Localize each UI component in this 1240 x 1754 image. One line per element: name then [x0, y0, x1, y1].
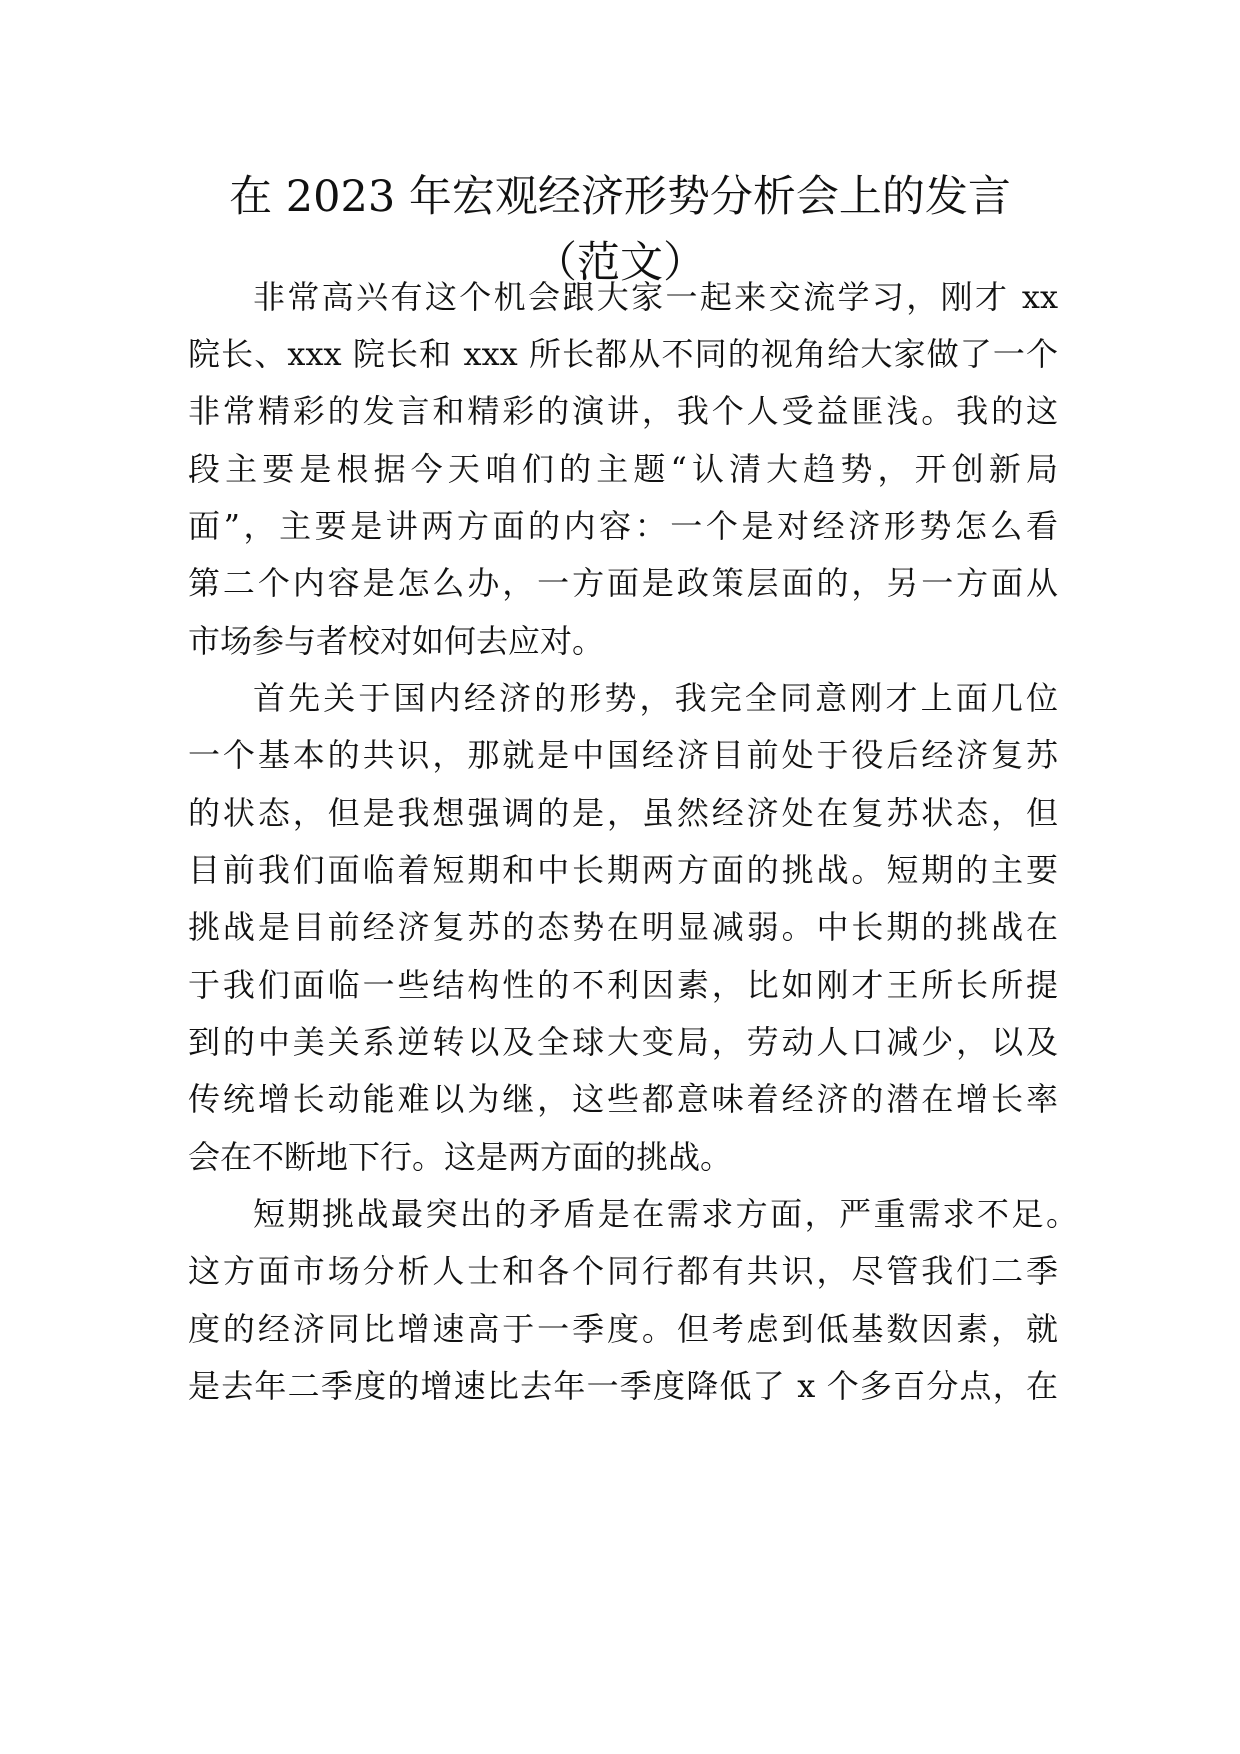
paragraph-2-line-6: 于我们面临一些结构性的不利因素，比如刚才王所长所提	[188, 966, 1058, 1004]
paragraph-2-line-1: 首先关于国内经济的形势，我完全同意刚才上面几位	[253, 679, 1058, 717]
paragraph-3-line-1: 短期挑战最突出的矛盾是在需求方面，严重需求不足。	[253, 1195, 1078, 1233]
paragraph-3-line-3: 度的经济同比增速高于一季度。但考虑到低基数因素，就	[188, 1310, 1058, 1348]
paragraph-2-line-2: 一个基本的共识，那就是中国经济目前处于役后经济复苏	[188, 736, 1058, 774]
paragraph-2-line-3: 的状态，但是我想强调的是，虽然经济处在复苏状态，但	[188, 794, 1058, 832]
paragraph-3-line-4: 是去年二季度的增速比去年一季度降低了 x 个多百分点，在	[188, 1367, 1058, 1405]
paragraph-3-line-2: 这方面市场分析人士和各个同行都有共识，尽管我们二季	[188, 1252, 1058, 1290]
document-title-subtitle: （范文）	[534, 238, 706, 288]
paragraph-1-line-5: 面”，主要是讲两方面的内容：一个是对经济形势怎么看	[188, 507, 1058, 545]
paragraph-2-line-5: 挑战是目前经济复苏的态势在明显减弱。中长期的挑战在	[188, 908, 1058, 946]
paragraph-2-line-9: 会在不断地下行。这是两方面的挑战。	[188, 1138, 733, 1176]
document-title: 在 2023 年宏观经济形势分析会上的发言	[229, 172, 1011, 222]
paragraph-1-line-6: 第二个内容是怎么办，一方面是政策层面的，另一方面从	[188, 564, 1058, 602]
paragraph-1-line-2: 院长、xxx 院长和 xxx 所长都从不同的视角给大家做了一个	[188, 335, 1058, 373]
paragraph-1-line-1: 非常高兴有这个机会跟大家一起来交流学习，刚才 xx	[253, 278, 1058, 316]
paragraph-2-line-8: 传统增长动能难以为继，这些都意味着经济的潜在增长率	[188, 1080, 1058, 1118]
paragraph-1-line-3: 非常精彩的发言和精彩的演讲，我个人受益匪浅。我的这	[188, 392, 1058, 430]
paragraph-2-line-7: 到的中美关系逆转以及全球大变局，劳动人口减少，以及	[188, 1023, 1058, 1061]
paragraph-2-line-4: 目前我们面临着短期和中长期两方面的挑战。短期的主要	[188, 851, 1058, 889]
paragraph-1-line-7: 市场参与者校对如何去应对。	[188, 622, 605, 660]
paragraph-1-line-4: 段主要是根据今天咱们的主题“认清大趋势，开创新局	[188, 450, 1058, 488]
